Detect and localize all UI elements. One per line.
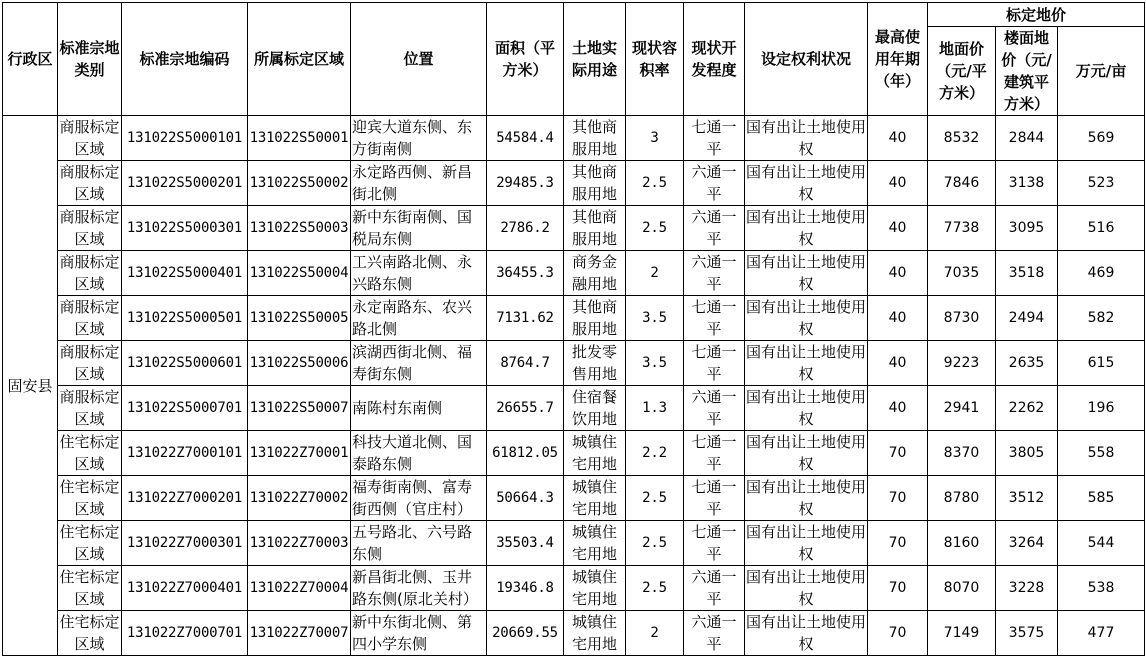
cell-rights: 国有出让土地使用权: [745, 251, 868, 296]
cell-region: 131022Z70002: [248, 476, 351, 521]
cell-max-years: 70: [868, 611, 928, 656]
cell-category: 商服标定区域: [58, 251, 122, 296]
cell-max-years: 40: [868, 206, 928, 251]
cell-code: 131022S5000501: [122, 296, 248, 341]
cell-code: 131022Z7000101: [122, 431, 248, 476]
cell-max-years: 40: [868, 386, 928, 431]
cell-category: 住宅标定区域: [58, 566, 122, 611]
cell-rights: 国有出让土地使用权: [745, 521, 868, 566]
header-dev: 现状开发程度: [684, 3, 745, 116]
header-max-years: 最高使用年期（年）: [868, 3, 928, 116]
cell-per-mu: 523: [1058, 161, 1145, 206]
cell-per-mu: 615: [1058, 341, 1145, 386]
cell-floor-price: 3228: [996, 566, 1058, 611]
cell-max-years: 70: [868, 476, 928, 521]
header-per-mu: 万元/亩: [1058, 27, 1145, 116]
table-row: [3, 206, 1145, 251]
cell-area: 35503.4: [487, 521, 564, 566]
cell-rights: 国有出让土地使用权: [745, 611, 868, 656]
cell-location: 南陈村东南侧: [351, 386, 487, 431]
cell-rights: 国有出让土地使用权: [745, 566, 868, 611]
cell-floor-price: 2844: [996, 116, 1058, 161]
cell-rights: 国有出让土地使用权: [745, 161, 868, 206]
cell-dev: 七通一平: [684, 476, 745, 521]
cell-code: 131022Z7000201: [122, 476, 248, 521]
cell-dev: 七通一平: [684, 521, 745, 566]
cell-floor-price: 2262: [996, 386, 1058, 431]
cell-region: 131022S50002: [248, 161, 351, 206]
cell-floor-price: 3575: [996, 611, 1058, 656]
cell-max-years: 40: [868, 116, 928, 161]
table-row: [3, 116, 1145, 161]
cell-location: 新中东街南侧、国税局东侧: [351, 206, 487, 251]
cell-location: 永定南路东、农兴路北侧: [351, 296, 487, 341]
cell-max-years: 40: [868, 251, 928, 296]
cell-area: 2786.2: [487, 206, 564, 251]
cell-region: 131022Z70007: [248, 611, 351, 656]
cell-far: 2: [626, 251, 684, 296]
cell-rights: 国有出让土地使用权: [745, 476, 868, 521]
cell-far: 1.3: [626, 386, 684, 431]
header-category: 标准宗地类别: [58, 3, 122, 116]
cell-land-price: 9223: [928, 341, 996, 386]
cell-land-price: 2941: [928, 386, 996, 431]
cell-actual-use: 城镇住宅用地: [564, 431, 626, 476]
cell-floor-price: 2635: [996, 341, 1058, 386]
cell-code: 131022S5000601: [122, 341, 248, 386]
cell-dev: 六通一平: [684, 386, 745, 431]
cell-far: 2.5: [626, 476, 684, 521]
cell-land-price: 8160: [928, 521, 996, 566]
cell-code: 131022S5000701: [122, 386, 248, 431]
cell-area: 7131.62: [487, 296, 564, 341]
header-rights: 设定权利状况: [745, 3, 868, 116]
table-row: [3, 251, 1145, 296]
header-floor-price: 楼面地价（元/建筑平方米）: [996, 27, 1058, 116]
table-row: [3, 476, 1145, 521]
cell-far: 3.5: [626, 341, 684, 386]
cell-max-years: 40: [868, 341, 928, 386]
cell-category: 住宅标定区域: [58, 521, 122, 566]
cell-land-price: 7738: [928, 206, 996, 251]
cell-actual-use: 批发零售用地: [564, 341, 626, 386]
cell-per-mu: 585: [1058, 476, 1145, 521]
cell-region: 131022Z70001: [248, 431, 351, 476]
cell-floor-price: 3138: [996, 161, 1058, 206]
cell-floor-price: 3512: [996, 476, 1058, 521]
cell-dev: 七通一平: [684, 116, 745, 161]
cell-dev: 七通一平: [684, 341, 745, 386]
cell-per-mu: 477: [1058, 611, 1145, 656]
header-price-group: 标定地价: [928, 3, 1145, 27]
cell-area: 8764.7: [487, 341, 564, 386]
cell-rights: 国有出让土地使用权: [745, 386, 868, 431]
table-row: [3, 611, 1145, 656]
land-price-table: [2, 2, 1145, 656]
cell-floor-price: 3805: [996, 431, 1058, 476]
cell-land-price: 7846: [928, 161, 996, 206]
cell-location: 迎宾大道东侧、东方街南侧: [351, 116, 487, 161]
cell-location: 科技大道北侧、国泰路东侧: [351, 431, 487, 476]
header-region: 所属标定区域: [248, 3, 351, 116]
cell-category: 商服标定区域: [58, 296, 122, 341]
cell-per-mu: 544: [1058, 521, 1145, 566]
table-body: [3, 116, 1145, 656]
cell-category: 商服标定区域: [58, 116, 122, 161]
table-row: [3, 296, 1145, 341]
cell-region: 131022Z70004: [248, 566, 351, 611]
cell-actual-use: 城镇住宅用地: [564, 521, 626, 566]
cell-far: 2.5: [626, 161, 684, 206]
cell-area: 19346.8: [487, 566, 564, 611]
cell-code: 131022Z7000701: [122, 611, 248, 656]
cell-floor-price: 3264: [996, 521, 1058, 566]
cell-dev: 六通一平: [684, 611, 745, 656]
cell-floor-price: 2494: [996, 296, 1058, 341]
cell-dev: 七通一平: [684, 296, 745, 341]
cell-category: 商服标定区域: [58, 161, 122, 206]
cell-actual-use: 其他商服用地: [564, 116, 626, 161]
cell-district: 固安县: [3, 116, 58, 656]
cell-per-mu: 469: [1058, 251, 1145, 296]
cell-rights: 国有出让土地使用权: [745, 431, 868, 476]
cell-area: 54584.4: [487, 116, 564, 161]
cell-region: 131022S50001: [248, 116, 351, 161]
header-land-price: 地面价（元/平方米）: [928, 27, 996, 116]
cell-land-price: 7035: [928, 251, 996, 296]
cell-region: 131022S50004: [248, 251, 351, 296]
cell-max-years: 40: [868, 296, 928, 341]
cell-rights: 国有出让土地使用权: [745, 341, 868, 386]
table-row: [3, 161, 1145, 206]
cell-location: 永定路西侧、新昌街北侧: [351, 161, 487, 206]
cell-region: 131022S50003: [248, 206, 351, 251]
cell-dev: 六通一平: [684, 251, 745, 296]
cell-dev: 六通一平: [684, 206, 745, 251]
cell-location: 工兴南路北侧、永兴路东侧: [351, 251, 487, 296]
cell-area: 36455.3: [487, 251, 564, 296]
header-actual-use: 土地实际用途: [564, 3, 626, 116]
cell-actual-use: 城镇住宅用地: [564, 476, 626, 521]
cell-actual-use: 其他商服用地: [564, 161, 626, 206]
table-row: [3, 431, 1145, 476]
cell-max-years: 40: [868, 161, 928, 206]
cell-actual-use: 其他商服用地: [564, 206, 626, 251]
cell-code: 131022S5000201: [122, 161, 248, 206]
cell-far: 2.5: [626, 521, 684, 566]
cell-area: 50664.3: [487, 476, 564, 521]
cell-region: 131022S50006: [248, 341, 351, 386]
table-row: [3, 566, 1145, 611]
table-row: [3, 521, 1145, 566]
header-location: 位置: [351, 3, 487, 116]
cell-area: 61812.05: [487, 431, 564, 476]
cell-code: 131022S5000301: [122, 206, 248, 251]
cell-actual-use: 城镇住宅用地: [564, 566, 626, 611]
table-row: [3, 341, 1145, 386]
cell-dev: 七通一平: [684, 431, 745, 476]
cell-floor-price: 3518: [996, 251, 1058, 296]
cell-location: 福寿街南侧、富寿街西侧（官庄村）: [351, 476, 487, 521]
cell-location: 新中东街北侧、第四小学东侧: [351, 611, 487, 656]
cell-floor-price: 3095: [996, 206, 1058, 251]
cell-far: 3.5: [626, 296, 684, 341]
cell-rights: 国有出让土地使用权: [745, 206, 868, 251]
cell-area: 29485.3: [487, 161, 564, 206]
cell-land-price: 8780: [928, 476, 996, 521]
cell-land-price: 8532: [928, 116, 996, 161]
cell-land-price: 8070: [928, 566, 996, 611]
cell-land-price: 8370: [928, 431, 996, 476]
cell-rights: 国有出让土地使用权: [745, 116, 868, 161]
cell-dev: 六通一平: [684, 161, 745, 206]
header-far: 现状容积率: [626, 3, 684, 116]
cell-location: 滨湖西街北侧、福寿街东侧: [351, 341, 487, 386]
cell-per-mu: 569: [1058, 116, 1145, 161]
cell-far: 2: [626, 611, 684, 656]
cell-code: 131022S5000401: [122, 251, 248, 296]
header-code: 标准宗地编码: [122, 3, 248, 116]
cell-max-years: 70: [868, 566, 928, 611]
cell-code: 131022Z7000401: [122, 566, 248, 611]
cell-category: 商服标定区域: [58, 341, 122, 386]
cell-land-price: 8730: [928, 296, 996, 341]
table-header: [3, 3, 1145, 116]
cell-far: 2.5: [626, 206, 684, 251]
cell-location: 五号路北、六号路东侧: [351, 521, 487, 566]
cell-location: 新昌街北侧、玉井路东侧(原北关村）: [351, 566, 487, 611]
cell-area: 20669.55: [487, 611, 564, 656]
cell-region: 131022S50007: [248, 386, 351, 431]
cell-max-years: 70: [868, 431, 928, 476]
cell-land-price: 7149: [928, 611, 996, 656]
cell-per-mu: 582: [1058, 296, 1145, 341]
cell-region: 131022Z70003: [248, 521, 351, 566]
cell-category: 商服标定区域: [58, 386, 122, 431]
cell-code: 131022Z7000301: [122, 521, 248, 566]
cell-dev: 六通一平: [684, 566, 745, 611]
cell-per-mu: 196: [1058, 386, 1145, 431]
cell-far: 3: [626, 116, 684, 161]
cell-region: 131022S50005: [248, 296, 351, 341]
cell-per-mu: 538: [1058, 566, 1145, 611]
cell-code: 131022S5000101: [122, 116, 248, 161]
cell-category: 商服标定区域: [58, 206, 122, 251]
header-area: 面积（平方米）: [487, 3, 564, 116]
cell-category: 住宅标定区域: [58, 476, 122, 521]
cell-category: 住宅标定区域: [58, 431, 122, 476]
cell-actual-use: 城镇住宅用地: [564, 611, 626, 656]
cell-far: 2.5: [626, 566, 684, 611]
cell-actual-use: 商务金融用地: [564, 251, 626, 296]
cell-category: 住宅标定区域: [58, 611, 122, 656]
table-row: [3, 386, 1145, 431]
cell-max-years: 70: [868, 521, 928, 566]
header-district: 行政区: [3, 3, 58, 116]
cell-rights: 国有出让土地使用权: [745, 296, 868, 341]
cell-per-mu: 558: [1058, 431, 1145, 476]
cell-actual-use: 住宿餐饮用地: [564, 386, 626, 431]
cell-area: 26655.7: [487, 386, 564, 431]
cell-far: 2.2: [626, 431, 684, 476]
cell-actual-use: 其他商服用地: [564, 296, 626, 341]
cell-per-mu: 516: [1058, 206, 1145, 251]
